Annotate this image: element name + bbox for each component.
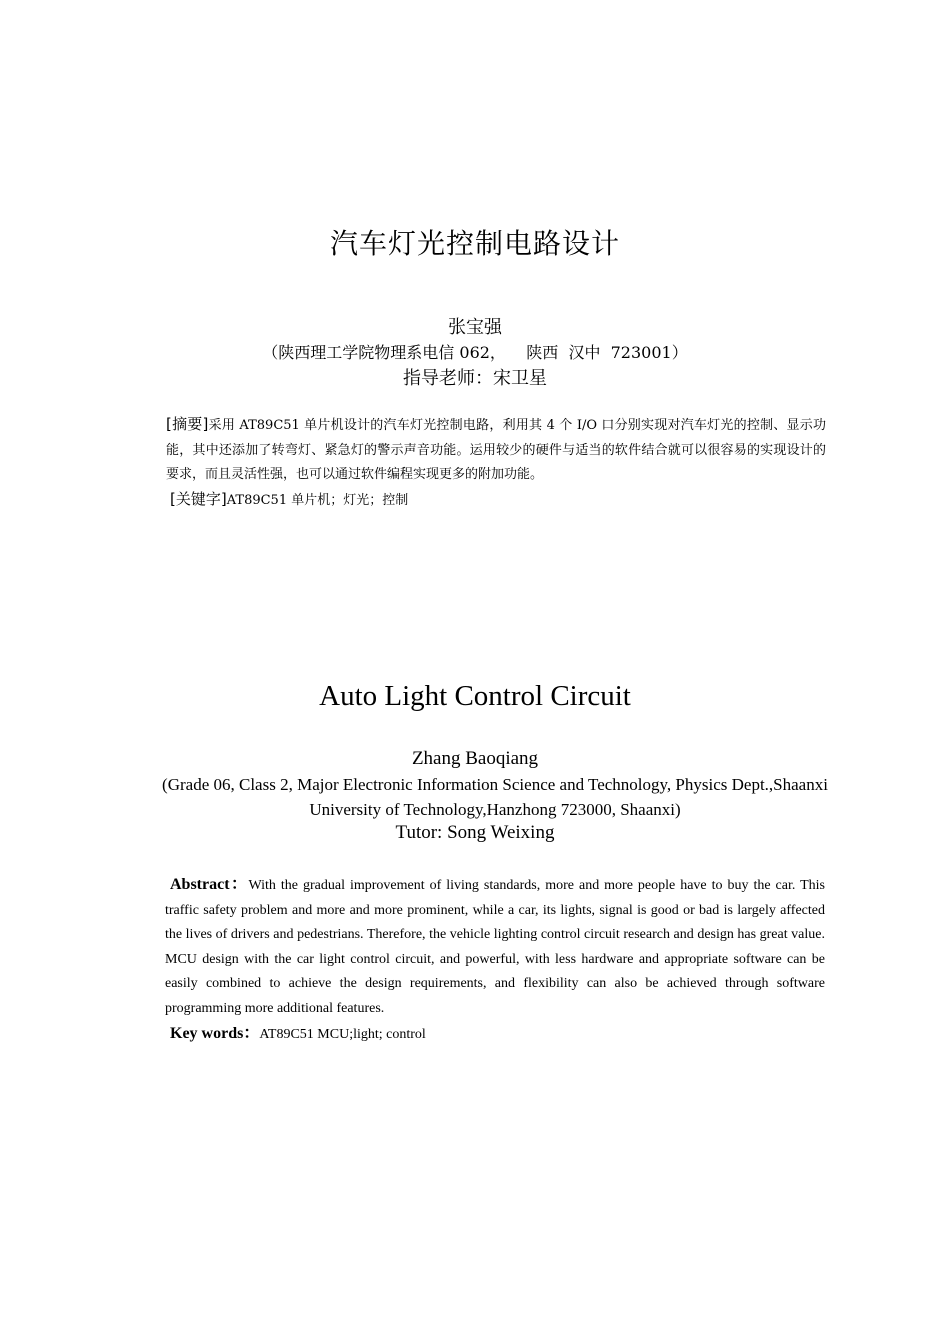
english-tutor: Tutor: Song Weixing — [395, 822, 555, 843]
english-author: Zhang Baoqiang — [411, 748, 539, 769]
chinese-keywords-text: AT89C51 单片机；灯光；控制 — [226, 493, 409, 508]
chinese-title: 汽车灯光控制电路设计 — [329, 227, 620, 260]
chinese-abstract-text: 采用 AT89C51 单片机设计的汽车灯光控制电路，利用其 4 个 I/O 口分别实现对汽车灯光的控制、显示功能，其中还添加了转弯灯、紧急灯的警示声音功能。运用较少的硬件与适当的软件结合就可以很容易的实现设计的要求，而且灵活性强，也可以通过软件编程实现更多的附加功能。 — [166, 418, 826, 482]
chinese-keywords — [170, 487, 826, 513]
english-abstract — [165, 873, 825, 1022]
english-title: Auto Light Control Circuit — [319, 680, 631, 712]
chinese-keywords-label: [关键字] — [170, 490, 227, 508]
english-keywords — [170, 1022, 826, 1047]
english-affiliation: (Grade 06, Class 2, Major Electronic Information Science and Technology, Physics Dept.,Shaanxi University of Technology,Hanzhong 723000, Shaanxi) — [162, 775, 828, 819]
english-abstract-text: With the gradual improvement of living standards, more and more people have to buy the car. This traffic safety problem and more and more prominent, while a car, its lights, signal is good or bad is largely affected the lives of drivers and pedestrians. Therefore, the vehicle lighting control circuit research and design has great value. MCU design with the car light control circuit, and powerful, with less hardware and appropriate software can be easily combined to achieve the design requirements, and flexibility can also be achieved through software programming more additional features. — [165, 878, 825, 1016]
chinese-author: 张宝强 — [448, 317, 502, 338]
chinese-affiliation: （陕西理工学院物理系电信 062， 陕西 汉中 723001） — [262, 343, 688, 362]
chinese-abstract-label: [摘要] — [166, 415, 209, 433]
chinese-tutor: 指导老师：宋卫星 — [403, 368, 547, 389]
english-keywords-label: Key words： — [170, 1025, 260, 1042]
chinese-abstract — [166, 412, 826, 488]
english-keywords-text: AT89C51 MCU;light; control — [259, 1027, 426, 1042]
english-abstract-label: Abstract： — [170, 876, 249, 893]
